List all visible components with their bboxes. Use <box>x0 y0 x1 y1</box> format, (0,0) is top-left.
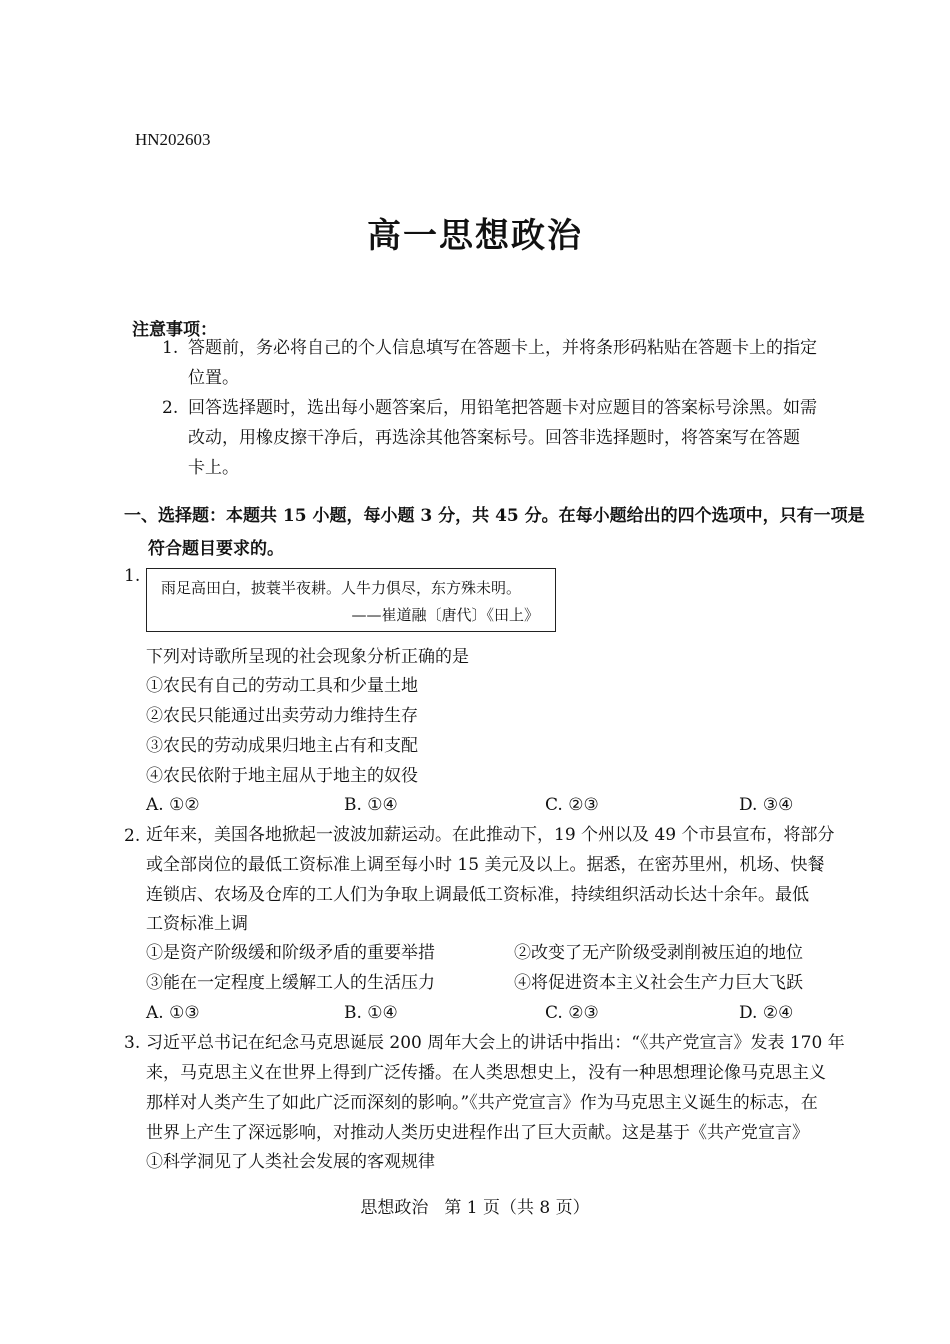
notice-heading: 注意事项： <box>132 320 217 340</box>
question-text-line: 近年来，美国各地掀起一波波加薪运动。在此推动下，19 个州以及 49 个市县宣布，将部分 <box>146 825 835 845</box>
statement: ①科学洞见了人类社会发展的客观规律 <box>146 1152 435 1172</box>
poem-box <box>146 568 556 632</box>
notice-item-text: 位置。 <box>188 368 239 388</box>
exam-code: HN202603 <box>135 130 211 149</box>
question-stem: 下列对诗歌所呈现的社会现象分析正确的是 <box>146 647 469 667</box>
option-a: A. ①② <box>146 795 200 815</box>
notice-item-number: 1. <box>162 338 179 358</box>
section-heading <box>124 500 884 566</box>
notice-item-2 <box>162 393 882 483</box>
notice-item-text: 卡上。 <box>188 458 239 478</box>
page-title: 高一思想政治 <box>367 216 583 256</box>
poem-source: ——崔道融〔唐代〕《田上》 <box>351 606 539 624</box>
statement: ③能在一定程度上缓解工人的生活压力 <box>146 973 435 993</box>
notice-item-text: 答题前，务必将自己的个人信息填写在答题卡上，并将条形码粘贴在答题卡上的指定 <box>188 338 817 358</box>
statement: ④将促进资本主义社会生产力巨大飞跃 <box>514 973 803 993</box>
notice-item-number: 2. <box>162 398 179 418</box>
question-text-line: 习近平总书记在纪念马克思诞辰 200 周年大会上的讲话中指出：“《共产党宣言》发表 170 年 <box>146 1033 845 1053</box>
footer-subject: 思想政治 <box>360 1198 429 1218</box>
option-b: B. ①④ <box>344 1003 398 1023</box>
statement: ④农民依附于地主屈从于地主的奴役 <box>146 766 418 786</box>
question-text-line: 或全部岗位的最低工资标准上调至每小时 15 美元及以上。据悉，在密苏里州，机场、快餐 <box>146 855 825 875</box>
question-text-line: 连锁店、农场及仓库的工人们为争取上调最低工资标准，持续组织活动长达十余年。最低 <box>146 885 809 905</box>
option-d: D. ②④ <box>739 1003 794 1023</box>
question-text-line: 来，马克思主义在世界上得到广泛传播。在人类思想史上，没有一种思想理论像马克思主义 <box>146 1063 826 1083</box>
page-footer <box>0 1193 950 1218</box>
option-c: C. ②③ <box>545 1003 599 1023</box>
question-number: 3. <box>124 1033 141 1053</box>
question-text-line: 工资标准上调 <box>146 914 248 934</box>
question-text-line: 世界上产生了深远影响，对推动人类历史进程作出了巨大贡献。这是基于《共产党宣言》 <box>146 1123 809 1143</box>
option-d: D. ③④ <box>739 795 794 815</box>
option-c: C. ②③ <box>545 795 599 815</box>
statement: ③农民的劳动成果归地主占有和支配 <box>146 736 418 756</box>
statement: ①农民有自己的劳动工具和少量土地 <box>146 676 418 696</box>
statement: ①是资产阶级缓和阶级矛盾的重要举措 <box>146 943 435 963</box>
footer-page-number: 第 1 页（共 8 页） <box>444 1198 590 1218</box>
question-number: 2. <box>124 826 141 846</box>
section-heading-line: 一、选择题：本题共 15 小题，每小题 3 分，共 45 分。在每小题给出的四个选项中，只有一项是 <box>124 506 865 526</box>
poem-text: 雨足高田白，披蓑半夜耕。人牛力俱尽，东方殊未明。 <box>161 579 522 597</box>
statement: ②改变了无产阶级受剥削被压迫的地位 <box>514 943 803 963</box>
question-number: 1. <box>124 566 141 586</box>
option-b: B. ①④ <box>344 795 398 815</box>
notice-item-text: 回答选择题时，选出每小题答案后，用铅笔把答题卡对应题目的答案标号涂黑。如需 <box>188 398 817 418</box>
notice-item-text: 改动，用橡皮擦干净后，再选涂其他答案标号。回答非选择题时，将答案写在答题 <box>188 428 800 448</box>
notice-item-1 <box>162 333 882 393</box>
statement: ②农民只能通过出卖劳动力维持生存 <box>146 706 418 726</box>
question-text-line: 那样对人类产生了如此广泛而深刻的影响。”《共产党宣言》作为马克思主义诞生的标志，在 <box>146 1093 818 1113</box>
option-a: A. ①③ <box>146 1003 200 1023</box>
section-heading-line: 符合题目要求的。 <box>148 539 284 559</box>
